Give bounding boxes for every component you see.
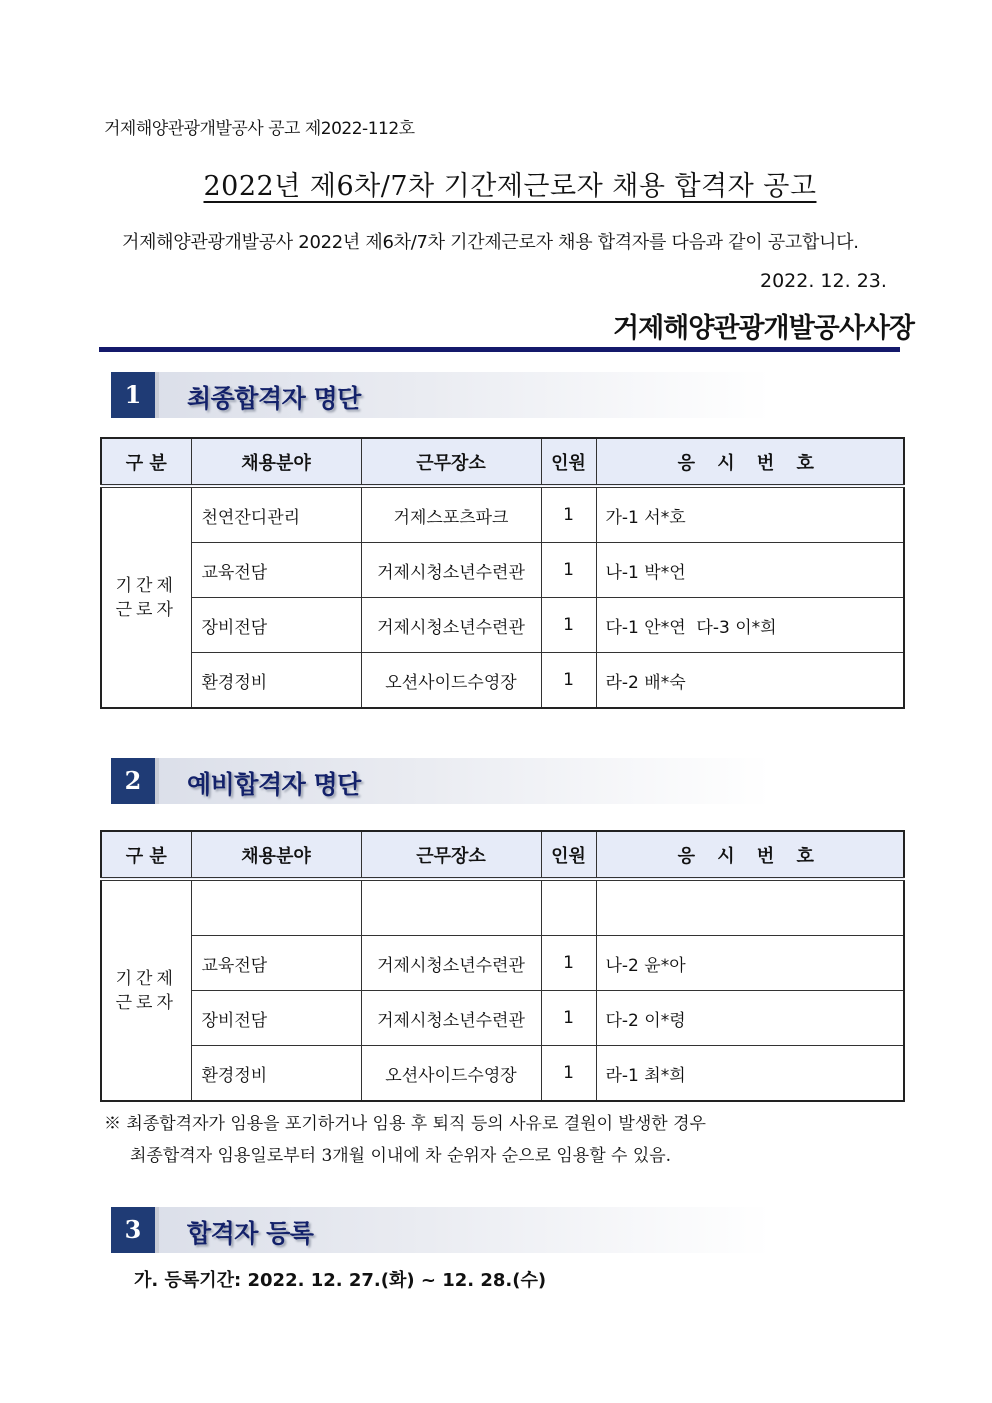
header-field: 채용분야 — [191, 831, 361, 879]
header-count: 인원 — [541, 831, 596, 879]
table-row — [101, 936, 904, 991]
ids-cell: 라-2 배*숙 — [596, 653, 904, 709]
section-header-final — [111, 372, 771, 418]
field-cell: 교육전담 — [191, 936, 361, 991]
notice-number: 거제해양관광개발공사 공고 제2022-112호 — [104, 119, 415, 139]
field-cell: 환경정비 — [191, 653, 361, 709]
header-place: 근무장소 — [361, 438, 541, 486]
place-cell: 거제시청소년수련관 — [361, 598, 541, 653]
section-title: 합격자 등록 — [187, 1219, 314, 1248]
count-cell: 1 — [541, 991, 596, 1046]
header-ids: 응 시 번 호 — [596, 831, 904, 879]
header-place: 근무장소 — [361, 831, 541, 879]
place-cell: 거제시청소년수련관 — [361, 936, 541, 991]
place-cell: 오션사이드수영장 — [361, 653, 541, 709]
field-cell: 교육전담 — [191, 543, 361, 598]
header-ids: 응 시 번 호 — [596, 438, 904, 486]
table-row — [101, 598, 904, 653]
table-row — [101, 543, 904, 598]
ids-cell — [596, 879, 904, 936]
group-label: 기간제 근로자 — [101, 486, 191, 708]
intro-text: 거제해양관광개발공사 2022년 제6차/7차 기간제근로자 채용 합격자를 다음과 같이 공고합니다. — [122, 232, 859, 253]
page-title: 2022년 제6차/7차 기간제근로자 채용 합격자 공고 — [203, 171, 817, 202]
count-cell: 1 — [541, 653, 596, 709]
registration-period: 가. 등록기간: 2022. 12. 27.(화) ~ 12. 28.(수) — [134, 1270, 547, 1291]
header-count: 인원 — [541, 438, 596, 486]
field-cell: 천연잔디관리 — [191, 486, 361, 543]
header-field: 채용분야 — [191, 438, 361, 486]
count-cell — [541, 879, 596, 936]
field-cell: 환경정비 — [191, 1046, 361, 1102]
reserve-list-table — [100, 830, 905, 1102]
ids-cell: 나-2 윤*아 — [596, 936, 904, 991]
footnote-line-2: 최종합격자 임용일로부터 3개월 이내에 차 순위자 순으로 임용할 수 있음. — [130, 1146, 672, 1166]
count-cell: 1 — [541, 598, 596, 653]
ids-cell: 나-1 박*언 — [596, 543, 904, 598]
section-number: 3 — [111, 1207, 155, 1253]
table-header-row — [101, 438, 904, 486]
group-label: 기간제 근로자 — [101, 879, 191, 1101]
footnote-line-1: ※ 최종합격자가 임용을 포기하거나 임용 후 퇴직 등의 사유로 결원이 발생한 경우 — [104, 1114, 706, 1134]
section-title: 예비합격자 명단 — [187, 770, 361, 799]
place-cell: 거제시청소년수련관 — [361, 543, 541, 598]
table-row — [101, 653, 904, 709]
place-cell: 오션사이드수영장 — [361, 1046, 541, 1102]
table-row — [101, 1046, 904, 1102]
count-cell: 1 — [541, 543, 596, 598]
final-list-table — [100, 437, 905, 709]
count-cell: 1 — [541, 486, 596, 543]
ids-cell: 다-1 안*연 다-3 이*희 — [596, 598, 904, 653]
count-cell: 1 — [541, 1046, 596, 1102]
ids-cell: 다-2 이*령 — [596, 991, 904, 1046]
table-row — [101, 486, 904, 543]
count-cell: 1 — [541, 936, 596, 991]
header-category: 구 분 — [101, 831, 191, 879]
section-header-registration — [111, 1207, 771, 1253]
field-cell — [191, 879, 361, 936]
section-number: 2 — [111, 758, 155, 804]
header-category: 구 분 — [101, 438, 191, 486]
footnote — [104, 1108, 706, 1172]
section-title: 최종합격자 명단 — [187, 384, 361, 413]
header-divider — [99, 347, 900, 352]
place-cell: 거제시청소년수련관 — [361, 991, 541, 1046]
place-cell — [361, 879, 541, 936]
field-cell: 장비전담 — [191, 598, 361, 653]
section-header-reserve — [111, 758, 771, 804]
place-cell: 거제스포츠파크 — [361, 486, 541, 543]
ids-cell: 라-1 최*희 — [596, 1046, 904, 1102]
issuer-name: 거제해양관광개발공사사장 — [613, 313, 914, 344]
table-header-row — [101, 831, 904, 879]
table-row — [101, 991, 904, 1046]
ids-cell: 가-1 서*호 — [596, 486, 904, 543]
field-cell: 장비전담 — [191, 991, 361, 1046]
notice-date: 2022. 12. 23. — [760, 270, 887, 292]
table-row — [101, 879, 904, 936]
section-number: 1 — [111, 372, 155, 418]
